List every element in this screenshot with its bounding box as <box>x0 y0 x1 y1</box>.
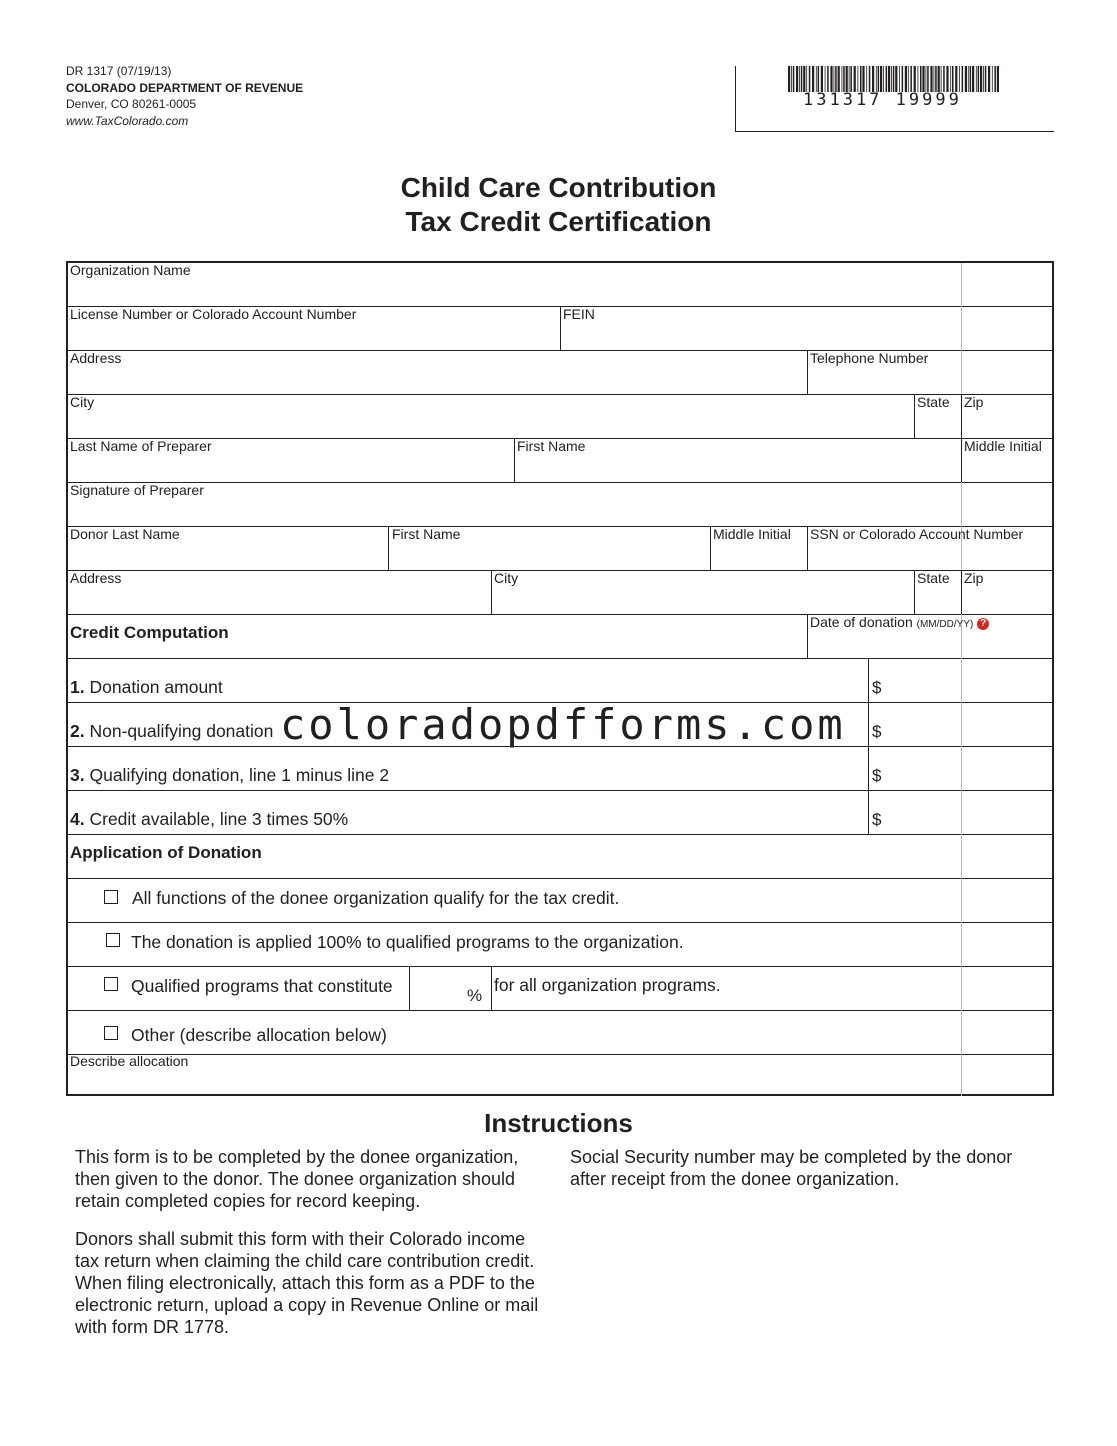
option-qualified-programs-suffix: for all organization programs. <box>494 975 721 995</box>
qualifying-donation-input[interactable]: $ <box>872 766 882 785</box>
barcode-bar <box>816 66 817 92</box>
fein-field[interactable]: FEIN <box>563 306 595 322</box>
credit-available-input[interactable]: $ <box>872 810 882 829</box>
barcode-bar <box>849 66 850 92</box>
barcode-bar <box>846 66 848 92</box>
form-title-line2: Tax Credit Certification <box>405 206 712 237</box>
barcode-bar <box>827 66 829 92</box>
barcode-bar <box>943 66 945 92</box>
barcode-bar <box>843 66 845 92</box>
barcode-bar <box>880 66 882 92</box>
barcode-bar <box>835 66 837 92</box>
donor-zip-field[interactable]: Zip <box>964 570 984 586</box>
barcode-bar <box>955 66 957 92</box>
donor-state-field[interactable]: State <box>917 570 950 586</box>
barcode-bar <box>927 66 929 92</box>
barcode-bar <box>818 66 820 92</box>
watermark: coloradopdfforms.com <box>280 700 846 749</box>
barcode-bar <box>910 66 912 92</box>
donor-address-field[interactable]: Address <box>70 570 122 586</box>
donor-ssn-field[interactable]: SSN or Colorado Account Number <box>810 526 1024 542</box>
barcode-bar <box>959 66 960 92</box>
barcode-bar <box>825 66 826 92</box>
barcode <box>788 66 1002 92</box>
option-all-functions-checkbox[interactable] <box>104 890 118 904</box>
non-qualifying-donation-input[interactable]: $ <box>872 722 882 741</box>
barcode-bar <box>952 66 954 92</box>
barcode-bar <box>842 66 843 92</box>
barcode-bar <box>876 66 877 92</box>
barcode-bar <box>905 66 907 92</box>
donor-city-field[interactable]: City <box>494 570 519 586</box>
barcode-bar <box>920 66 922 92</box>
org-city-field[interactable]: City <box>70 394 95 410</box>
barcode-bar <box>891 66 892 92</box>
barcode-bar <box>988 66 990 92</box>
option-other-label: Other (describe allocation below) <box>131 1025 387 1045</box>
org-address-field[interactable]: Address <box>70 350 122 366</box>
donor-last-name-field[interactable]: Donor Last Name <box>70 526 180 542</box>
barcode-bar <box>793 66 795 92</box>
instructions-paragraph-2: Donors shall submit this form with their Colorado income tax return when claiming the child care contribution credit. When filing electronically, attach this form as a PDF to the electronic return, upload a copy in Revenue Online or mail with form DR 1778. <box>75 1229 539 1337</box>
form-title-line1: Child Care Contribution <box>400 172 717 203</box>
org-state-field[interactable]: State <box>917 394 950 410</box>
barcode-bar <box>972 66 974 92</box>
option-applied-100-label: The donation is applied 100% to qualified programs to the organization. <box>131 932 684 952</box>
telephone-field[interactable]: Telephone Number <box>810 350 929 366</box>
license-number-field[interactable]: License Number or Colorado Account Number <box>70 306 357 322</box>
barcode-bar <box>869 66 871 92</box>
barcode-bar <box>862 66 864 92</box>
describe-allocation-field[interactable]: Describe allocation <box>70 1053 189 1069</box>
barcode-bar <box>883 66 884 92</box>
barcode-bar <box>899 66 900 92</box>
barcode-bar <box>983 66 984 92</box>
barcode-bar <box>830 66 832 92</box>
barcode-bar <box>935 66 937 92</box>
barcode-bar <box>992 66 993 92</box>
barcode-bar <box>922 66 924 92</box>
help-icon[interactable]: ? <box>977 618 989 630</box>
barcode-bar <box>803 66 805 92</box>
donor-middle-initial-field[interactable]: Middle Initial <box>713 526 791 542</box>
barcode-bar <box>930 66 932 92</box>
barcode-bar <box>994 66 996 92</box>
date-of-donation-label: Date of donation <box>810 614 913 630</box>
barcode-bar <box>908 66 909 92</box>
barcode-bar <box>796 66 798 92</box>
barcode-bar <box>893 66 895 92</box>
barcode-bar <box>799 66 800 92</box>
barcode-bar <box>821 66 823 92</box>
form-id: DR 1317 (07/19/13) <box>66 64 172 78</box>
credit-line-2: 2. Non-qualifying donation <box>70 721 274 741</box>
barcode-bar <box>788 66 790 92</box>
donation-amount-input[interactable]: $ <box>872 678 882 697</box>
preparer-middle-initial-field[interactable]: Middle Initial <box>964 438 1042 454</box>
preparer-signature-field[interactable]: Signature of Preparer <box>70 482 204 498</box>
department-website: www.TaxColorado.com <box>66 113 189 128</box>
barcode-bar <box>850 66 852 92</box>
donor-first-name-field[interactable]: First Name <box>392 526 461 542</box>
preparer-last-name-field[interactable]: Last Name of Preparer <box>70 438 212 454</box>
form-header <box>66 63 303 129</box>
percentage-input[interactable]: % <box>467 986 483 1005</box>
barcode-bar <box>801 66 803 92</box>
department-address: Denver, CO 80261-0005 <box>66 97 197 111</box>
credit-line-4: 4. Credit available, line 3 times 50% <box>70 809 349 829</box>
credit-line-1: 1. Donation amount <box>70 677 223 697</box>
barcode-bar <box>978 66 980 92</box>
barcode-bar <box>888 66 890 92</box>
barcode-bar <box>965 66 967 92</box>
barcode-bar <box>918 66 919 92</box>
barcode-bar <box>970 66 972 92</box>
barcode-bar <box>791 66 792 92</box>
barcode-bar <box>914 66 916 92</box>
barcode-bar <box>962 66 964 92</box>
barcode-bar <box>806 66 807 92</box>
barcode-number: 131317 19999 <box>803 90 962 110</box>
barcode-bar <box>941 66 942 92</box>
barcode-bar <box>878 66 880 92</box>
barcode-bar <box>946 66 948 92</box>
barcode-bar <box>812 66 814 92</box>
option-other-checkbox[interactable] <box>104 1026 118 1040</box>
org-zip-field[interactable]: Zip <box>964 394 984 410</box>
barcode-bar <box>968 66 969 92</box>
option-qualified-programs-checkbox[interactable] <box>104 977 118 991</box>
barcode-bar <box>872 66 874 92</box>
credit-line-3: 3. Qualifying donation, line 1 minus line 2 <box>70 765 390 785</box>
barcode-bar <box>902 66 904 92</box>
barcode-bar <box>886 66 888 92</box>
barcode-bar <box>854 66 856 92</box>
option-applied-100-checkbox[interactable] <box>106 933 120 947</box>
date-of-donation-field[interactable] <box>810 614 989 630</box>
barcode-bar <box>997 66 999 92</box>
instructions-heading: Instructions <box>484 1108 633 1138</box>
organization-name-field[interactable]: Organization Name <box>70 262 191 278</box>
barcode-bar <box>976 66 977 92</box>
barcode-bar <box>809 66 811 92</box>
barcode-bar <box>980 66 982 92</box>
barcode-bar <box>950 66 951 92</box>
preparer-first-name-field[interactable]: First Name <box>517 438 586 454</box>
barcode-bar <box>938 66 940 92</box>
barcode-bar <box>860 66 862 92</box>
barcode-bar <box>866 66 867 92</box>
department-name: COLORADO DEPARTMENT OF REVENUE <box>66 80 304 95</box>
barcode-bar <box>926 66 927 92</box>
option-qualified-programs-label: Qualified programs that constitute <box>131 976 393 996</box>
barcode-bar <box>985 66 987 92</box>
barcode-bar <box>858 66 859 92</box>
barcode-bar <box>895 66 897 92</box>
barcode-bar <box>834 66 835 92</box>
instructions-paragraph-3: Social Security number may be completed by the donor after receipt from the donee organization. <box>570 1147 1013 1189</box>
instructions-paragraph-1: This form is to be completed by the donee organization, then given to the donor. The donee organization should retain completed copies for record keeping. <box>75 1147 519 1211</box>
barcode-bar <box>838 66 840 92</box>
barcode-bar <box>934 66 935 92</box>
option-all-functions-label: All functions of the donee organization qualify for the tax credit. <box>132 888 620 908</box>
application-heading: Application of Donation <box>70 843 262 862</box>
credit-computation-heading: Credit Computation <box>70 623 229 642</box>
date-format-hint: (MM/DD/YY) <box>916 619 974 630</box>
